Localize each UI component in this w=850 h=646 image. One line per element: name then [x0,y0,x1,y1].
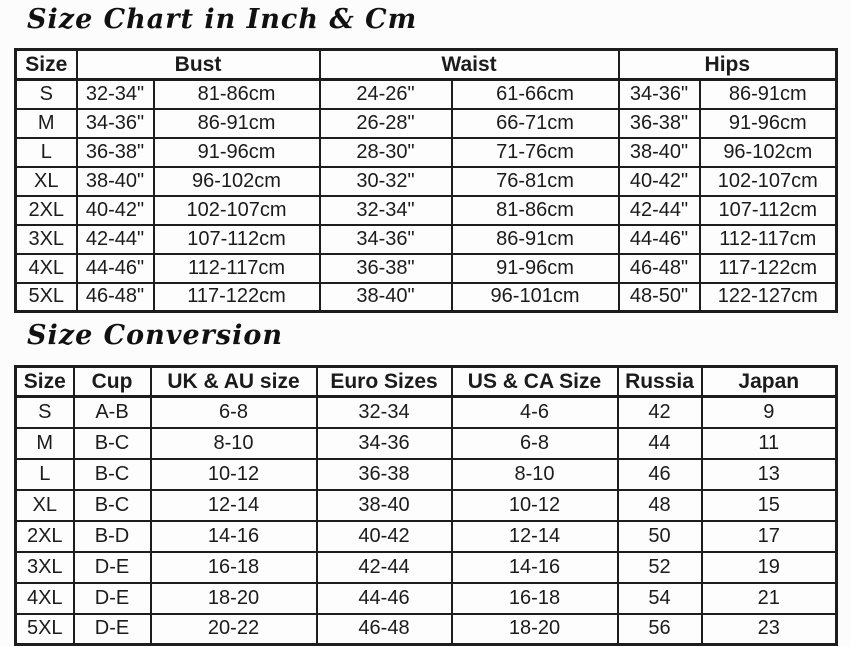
table-cell: 34-36" [320,225,452,254]
table-cell: 44 [618,428,702,459]
table-cell: 4-6 [452,397,618,428]
table-cell: 18-20 [151,583,317,614]
column-header: Cup [74,367,151,397]
column-header: Euro Sizes [317,367,452,397]
table-row [16,428,837,459]
table-cell: 112-117cm [154,254,320,283]
table-cell: 44-46" [619,225,700,254]
size-label-cell: 5XL [16,614,74,645]
size-label-cell: M [16,428,74,459]
table-cell: 61-66cm [452,80,619,109]
table-row [16,397,837,428]
column-header: Size [16,50,77,80]
table-cell: 91-96cm [154,138,320,167]
column-header: Waist [320,50,619,80]
size-conversion-table [14,365,838,646]
table-row [16,196,837,225]
table-cell: 14-16 [151,521,317,552]
table-cell: 28-30" [320,138,452,167]
size-label-cell: 4XL [16,583,74,614]
table-cell: 30-32" [320,167,452,196]
table-cell: 24-26" [320,80,452,109]
table-cell: 34-36 [317,428,452,459]
table-cell: 76-81cm [452,167,619,196]
table-cell: A-B [74,397,151,428]
table-cell: B-C [74,490,151,521]
size-label-cell: S [16,397,74,428]
table-cell: 86-91cm [700,80,837,109]
table-row [16,583,837,614]
table-cell: 26-28" [320,109,452,138]
table-cell: B-C [74,459,151,490]
table-row [16,283,837,312]
table-cell: 16-18 [452,583,618,614]
table-cell: 36-38" [320,254,452,283]
table-cell: 71-76cm [452,138,619,167]
column-header: Hips [619,50,837,80]
size-chart-title: Size Chart in Inch & Cm [27,4,418,35]
table-cell: 21 [702,583,837,614]
table-row [16,167,837,196]
size-label-cell: 4XL [16,254,77,283]
table-cell: 10-12 [151,459,317,490]
table-row [16,614,837,645]
table-cell: 8-10 [452,459,618,490]
size-label-cell: M [16,109,77,138]
table-cell: 42-44 [317,552,452,583]
table-row [16,459,837,490]
table-cell: 40-42 [317,521,452,552]
table-cell: 48 [618,490,702,521]
table-cell: 34-36" [77,109,154,138]
table-cell: 107-112cm [154,225,320,254]
table-cell: 36-38 [317,459,452,490]
table-cell: 32-34" [77,80,154,109]
table-cell: 91-96cm [700,109,837,138]
table-cell: 38-40" [77,167,154,196]
table-cell: 20-22 [151,614,317,645]
size-label-cell: 5XL [16,283,77,312]
table-row [16,552,837,583]
size-label-cell: L [16,459,74,490]
table-cell: 42-44" [619,196,700,225]
table-cell: 54 [618,583,702,614]
table-cell: 48-50" [619,283,700,312]
table-cell: 40-42" [77,196,154,225]
table-cell: 14-16 [452,552,618,583]
table-cell: 12-14 [452,521,618,552]
table-cell: 86-91cm [452,225,619,254]
table-cell: 96-102cm [154,167,320,196]
table-cell: 81-86cm [154,80,320,109]
table-row [16,254,837,283]
table-cell: 66-71cm [452,109,619,138]
table-cell: 86-91cm [154,109,320,138]
table-cell: 36-38" [77,138,154,167]
size-label-cell: XL [16,490,74,521]
table-cell: 23 [702,614,837,645]
table-cell: 102-107cm [700,167,837,196]
table-cell: 11 [702,428,837,459]
table-cell: 117-122cm [154,283,320,312]
size-label-cell: XL [16,167,77,196]
table-cell: 52 [618,552,702,583]
table-cell: B-C [74,428,151,459]
table-cell: 46-48 [317,614,452,645]
table-row [16,109,837,138]
table-row [16,521,837,552]
table-cell: 96-102cm [700,138,837,167]
table-cell: 12-14 [151,490,317,521]
table-cell: 34-36" [619,80,700,109]
table-cell: 18-20 [452,614,618,645]
size-label-cell: 2XL [16,196,77,225]
table-cell: 112-117cm [700,225,837,254]
table-cell: 46 [618,459,702,490]
table-cell: 8-10 [151,428,317,459]
table-cell: 6-8 [452,428,618,459]
table-cell: 32-34 [317,397,452,428]
size-label-cell: S [16,80,77,109]
size-conversion-title: Size Conversion [27,320,283,351]
table-cell: 42 [618,397,702,428]
table-cell: 107-112cm [700,196,837,225]
table-cell: 38-40" [320,283,452,312]
column-header: Japan [702,367,837,397]
table-cell: 16-18 [151,552,317,583]
table-row [16,490,837,521]
size-label-cell: L [16,138,77,167]
table-cell: 81-86cm [452,196,619,225]
table-cell: 38-40 [317,490,452,521]
header-row [16,367,837,397]
table-row [16,80,837,109]
table-cell: 10-12 [452,490,618,521]
table-cell: 96-101cm [452,283,619,312]
table-row [16,225,837,254]
table-cell: 9 [702,397,837,428]
table-cell: 46-48" [619,254,700,283]
table-cell: 32-34" [320,196,452,225]
table-cell: 36-38" [619,109,700,138]
column-header: Bust [77,50,320,80]
table-cell: D-E [74,552,151,583]
table-cell: 6-8 [151,397,317,428]
table-cell: 122-127cm [700,283,837,312]
table-cell: 15 [702,490,837,521]
table-cell: 46-48" [77,283,154,312]
table-cell: 19 [702,552,837,583]
table-cell: 50 [618,521,702,552]
table-cell: 42-44" [77,225,154,254]
column-header: Russia [618,367,702,397]
table-cell: B-D [74,521,151,552]
table-cell: 17 [702,521,837,552]
table-cell: D-E [74,583,151,614]
size-label-cell: 2XL [16,521,74,552]
header-row [16,50,837,80]
table-row [16,138,837,167]
size-label-cell: 3XL [16,225,77,254]
size-label-cell: 3XL [16,552,74,583]
table-cell: 44-46 [317,583,452,614]
table-cell: 44-46" [77,254,154,283]
table-cell: 38-40" [619,138,700,167]
size-chart-inch-cm-table [14,48,838,313]
column-header: Size [16,367,74,397]
table-cell: 13 [702,459,837,490]
table-cell: 117-122cm [700,254,837,283]
table-cell: 40-42" [619,167,700,196]
table-cell: 102-107cm [154,196,320,225]
column-header: US & CA Size [452,367,618,397]
table-cell: 91-96cm [452,254,619,283]
table-cell: 56 [618,614,702,645]
table-cell: D-E [74,614,151,645]
column-header: UK & AU size [151,367,317,397]
